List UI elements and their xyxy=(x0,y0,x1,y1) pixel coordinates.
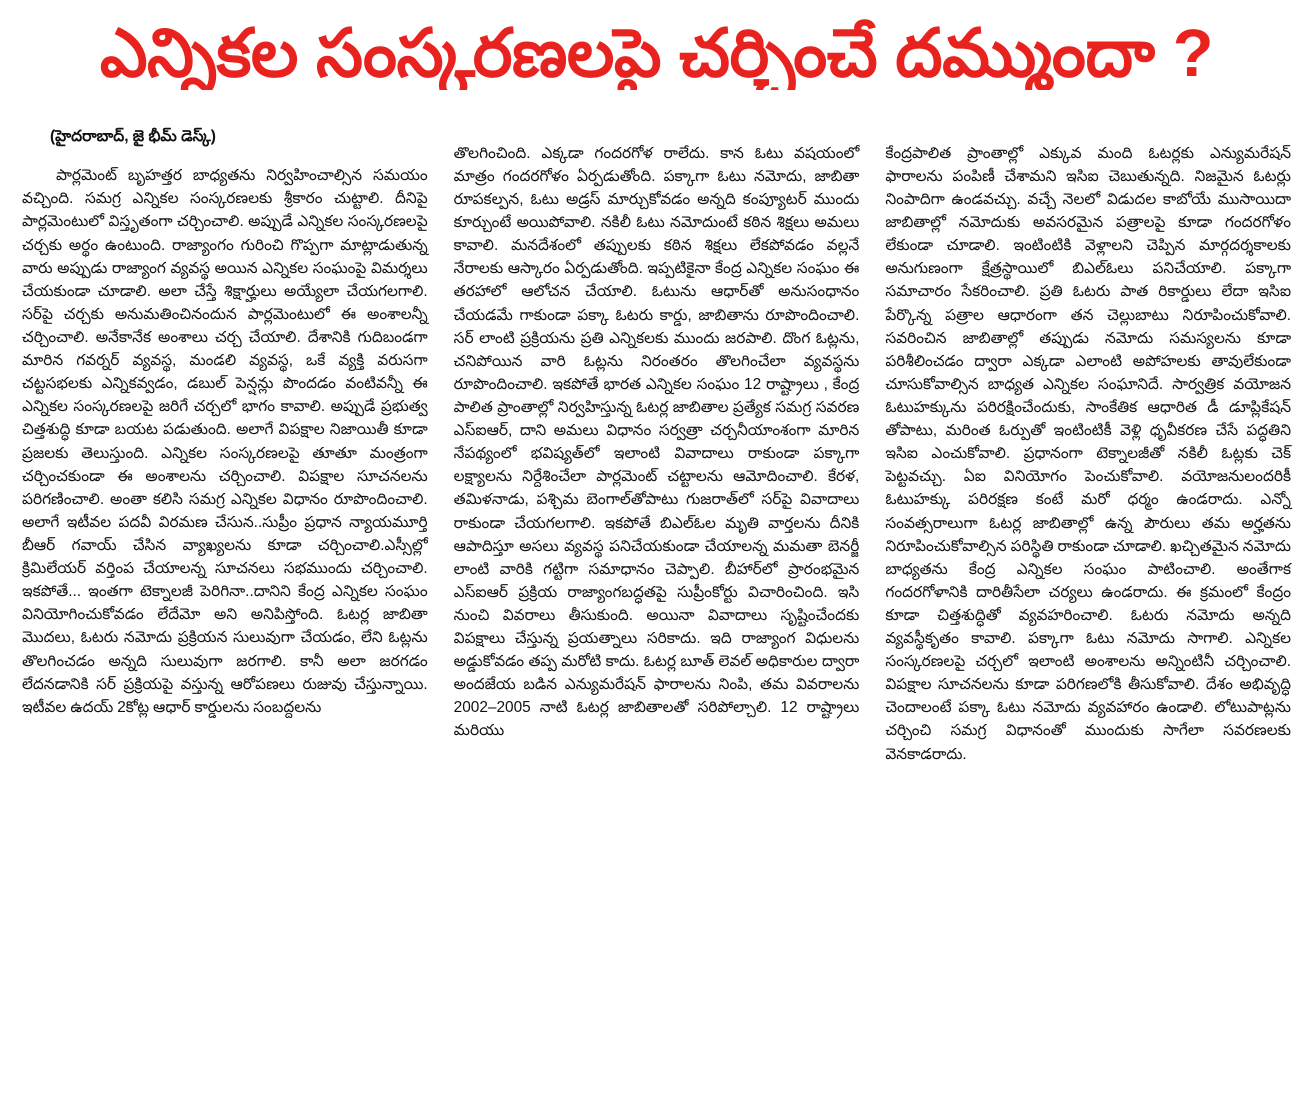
article-columns xyxy=(0,96,1313,791)
article-body-column-2: తొలగించింది. ఎక్కడా గందరగోళ రాలేదు. కాన ఓటు వషయంలో మాత్రం గందరగోళం ఏర్పడుతోంది. పక్కాగా ఓటు నమోదు, జాబితా రూపకల్పన, ఓటు అడ్రస్ మార్చుకోవడం అన్నది కంప్యూటర్ ముందు కూర్చుంటే అయిపోవాలి. నకిలీ ఓటు నమోదుంటే కఠిన శిక్షలు అమలు కావాలి. మనదేశంలో తప్పులకు కఠిన శిక్షలు లేకపోవడం వల్లనే నేరాలకు ఆస్కారం ఏర్పడుతోంది. ఇప్పటికైనా కేంద్ర ఎన్నికల సంఘం ఈ తరహాలో ఆలోచన చేయాలి. ఓటును ఆధార్‌తో అనుసంధానం చేయడమే గాకుండా పక్కా ఓటరు కార్డు, జాబితాను రూపొందించాలి. సర్ లాంటి ప్రక్రియను ప్రతి ఎన్నికలకు ముందు జరపాలి. దొంగ ఓట్లను, చనిపోయిన వారి ఓట్లను నిరంతరం తొలగించేలా వ్యవస్థను రూపొందించాలి. ఇకపోతే భారత ఎన్నికల సంఘం 12 రాష్ట్రాలు , కేంద్ర పాలిత ప్రాంతాల్లో నిర్వహిస్తున్న ఓటర్ల జాబితాల ప్రత్యేక సమగ్ర సవరణ ఎస్ఐఆర్, దాని అమలు విధానం సర్వత్రా చర్చనీయాంశంగా మారిన నేపథ్యంలో భవిష్యత్‌లో ఇలాంటి వివాదాలు రాకుండా పక్కాగా లక్ష్యాలను నిర్దేశించేలా పార్లమెంట్ చట్టాలను ఆమోదించాలి. కేరళ, తమిళనాడు, పశ్చిమ బెంగాల్‌తోపాటు గుజరాత్‌లో సర్‌పై వివాదాలు రాకుండా చేయగలగాలి. ఇకపోతే బిఎల్‌ఓల మృతి వార్తలను దీనికి ఆపాదిస్తూ అసలు వ్యవస్థ పనిచేయకుండా చేయాలన్న మమతా బెనర్జీ లాంటి వారికి గట్టిగా సమాధానం చెప్పాలి. బీహార్‌లో ప్రారంభమైన ఎస్ఐఆర్ ప్రక్రియ రాజ్యాంగబద్ధతపై సుప్రీంకోర్టు విచారించింది. ఇసి నుంచి వివరాలు తీసుకుంది. అయినా వివాదాలు సృష్టించేందకు విపక్షాలు చేస్తున్న ప్రయత్నాలు సరికాదు. ఇది రాజ్యాంగ విధులను అడ్డుకోవడం తప్ప మరోటి కాదు. ఓటర్ల బూత్ లెవల్ అధికారుల ద్వారా అందజేయ బడిన ఎన్యుమరేషన్ ఫారాలను నింపి, తమ వివరాలను 2002–2005 నాటి ఓటర్ల జాబితాలతో సరిపోల్చాలి. 12 రాష్ట్రాలు మరియు xyxy=(453,144,864,740)
page-title: ఎన్నికల సంస్కరణలపై చర్చించే దమ్ముందా ? xyxy=(99,18,1214,91)
article-column-2 xyxy=(453,126,864,758)
newspaper-article-page xyxy=(0,18,1313,1099)
article-body-column-3: కేంద్రపాలిత ప్రాంతాల్లో ఎక్కువ మంది ఓటర్లకు ఎన్యుమరేషన్ ఫారాలను పంపిణీ చేశామని ఇసిఐ చెబుతున్నది. నిజమైన ఓటర్లు నింపాదిగా ఉండవచ్చు. వచ్చే నెలలో విడుదల కాబోయే ముసాయిదా జాబితాల్లో నమోదుకు అవసరమైన పత్రాలపై కూడా గందరగోళం లేకుండా చూడాలి. ఇంటింటికి వెళ్లాలని చెప్పిన మార్గదర్శకాలకు అనుగుణంగా క్షేత్రస్థాయిలో బిఎల్‌ఓలు పనిచేయాలి. పక్కాగా సమాచారం సేకరించాలి. ప్రతి ఓటరు పాత రికార్డులు లేదా ఇసిఐ పేర్కొన్న పత్రాల ఆధారంగా తన చెల్లుబాటు నిరూపించుకోవాలి. సవరించిన జాబితాల్లో తప్పుడు నమోదు సమస్యలను కూడా పరిశీలించడం ద్వారా ఎక్కడా ఎలాంటి అపోహలకు తావులేకుండా చూసుకోవాల్సిన బాధ్యత ఎన్నికల సంఘానిదే. సార్వత్రిక వయోజన ఓటుహక్కును పరిరక్షించేందుకు, సాంకేతిక ఆధారిత డీ డూప్లికేషన్ తోపాటు, మరింత ఓర్పుతో ఇంటింటికీ వెళ్లి ధృవీకరణ చేసే పద్ధతిని ఇసిఐ ఎంచుకోవాలి. ప్రధానంగా టెక్నాలజీతో నకిలీ ఓట్లకు చెక్ పెట్టవచ్చు. ఏఐ వినియోగం పెంచుకోవాలి. వయోజనులందరికీ ఓటుహక్కు పరిరక్షణ కంటే మరో ధర్మం ఉండరాదు. ఎన్నో సంవత్సరాలుగా ఓటర్ల జాబితాల్లో ఉన్న పౌరులు తమ అర్హతను నిరూపించుకోవాల్సిన పరిస్థితి రాకుండా చూడాలి. ఖచ్చితమైన నమోదు బాధ్యతను కేంద్ర ఎన్నికల సంఘం పాటించాలి. అంతేగాక గందరగోళానికి దారితీసేలా చర్యలు ఉండరాదు. ఈ క్రమంలో కేంద్రం కూడా చిత్తశుద్ధితో వ్యవహరించాలి. ఓటరు నమోదు అన్నది వ్యవస్థీకృతం కావాలి. పక్కాగా ఓటు నమోదు సాగాలి. ఎన్నికల సంస్కరణలపై చర్చలో ఇలాంటి అంశాలను అన్నింటినీ చర్చించాలి. విపక్షాల సూచనలను కూడా పరిగణలోకి తీసుకోవాలి. దేశం అభివృద్ధి చెందాలంటే పక్కా ఓటు నమోదు వ్యవహారం ఉండాలి. లోటుపాట్లను చర్చించి సమగ్ర విధానంతో ముందుకు సాగేలా సవరణలకు వెనకాడరాదు. xyxy=(885,144,1295,763)
article-column-3 xyxy=(885,126,1295,781)
dateline: (హైదరాబాద్, జై భీమ్ డెస్క్) xyxy=(50,128,216,146)
article-column-1 xyxy=(22,126,432,734)
article-body-column-1: పార్లమెంట్ బృహత్తర బాధ్యతను నిర్వహించాల్సిన సమయం వచ్చింది. సమగ్ర ఎన్నికల సంస్కరణలకు శ్రీకారం చుట్టాలి. దీనిపై పార్లమెంటులో విస్తృతంగా చర్చించాలి. అప్పుడే ఎన్నికల సంస్కరణలపై చర్చకు అర్థం ఉంటుంది. రాజ్యాంగం గురించి గొప్పగా మాట్లాడుతున్న వారు అప్పుడు రాజ్యాంగ వ్యవస్థ అయిన ఎన్నికల సంఘంపై విమర్శలు చేయకుండా చూడాలి. అలా చేస్తే శిక్షార్హులు అయ్యేలా చేయగలగాలి. సర్‌పై చర్చకు అనుమతించినందున పార్లమెంటులో ఈ అంశాలన్నీ చర్చించాలి. అనేకానేక అంశాలు చర్చ చేయాలి. దేశానికి గుదిబండగా మారిన గవర్నర్ వ్యవస్థ, మండలి వ్యవస్థ, ఒకే వ్యక్తి వరుసగా చట్టసభలకు ఎన్నికవ్వడం, డబుల్ పెన్షన్లు పొందడం వంటివన్నీ ఈ ఎన్నికల సంస్కరణలపై జరిగే చర్చలో భాగం కావాలి. అప్పుడే ప్రభుత్వ చిత్తశుద్ధి కూడా బయట పడుతుంది. అలాగే విపక్షాల నిజాయితీ కూడా ప్రజలకు తెలుస్తుంది. ఎన్నికల సంస్కరణలపై తూతూ మంత్రంగా చర్చించకుండా ఈ అంశాలను చర్చించాలి. విపక్షాల సూచనలను పరిగణించాలి. అంతా కలిసి సమగ్ర ఎన్నికల విధానం రూపొందించాలి. అలాగే ఇటీవల పదవీ విరమణ చేసున..సుప్రీం ప్రధాన న్యాయమూర్తి బీఆర్ గవాయ్ చేసిన వ్యాఖ్యలను కూడా చర్చించాలి.ఎస్సీల్లో క్రిమిలేయర్ వర్తింప చేయాలన్న సూచనలు సభముందు చర్చించాలి. ఇకపోతే... ఇంతగా టెక్నాలజీ పెరిగినా..దానిని కేంద్ర ఎన్నికల సంఘం వినియోగించుకోవడం లేదేమో అని అనిపిస్తోంది. ఓటర్ల జాబితా మొదలు, ఓటరు నమోదు ప్రక్రియన సులువుగా చేయడం, లేని ఓట్లను తొలగించడం అన్నది సులువుగా జరగాలి. కానీ అలా జరగడం లేదనడానికి సర్ ప్రక్రియపై వస్తున్న ఆరోపణలు రుజువు చేస్తున్నాయి. ఇటీవల ఉదయ్ 2కోట్ల ఆధార్ కార్డులను సంబద్దలను xyxy=(22,167,432,716)
